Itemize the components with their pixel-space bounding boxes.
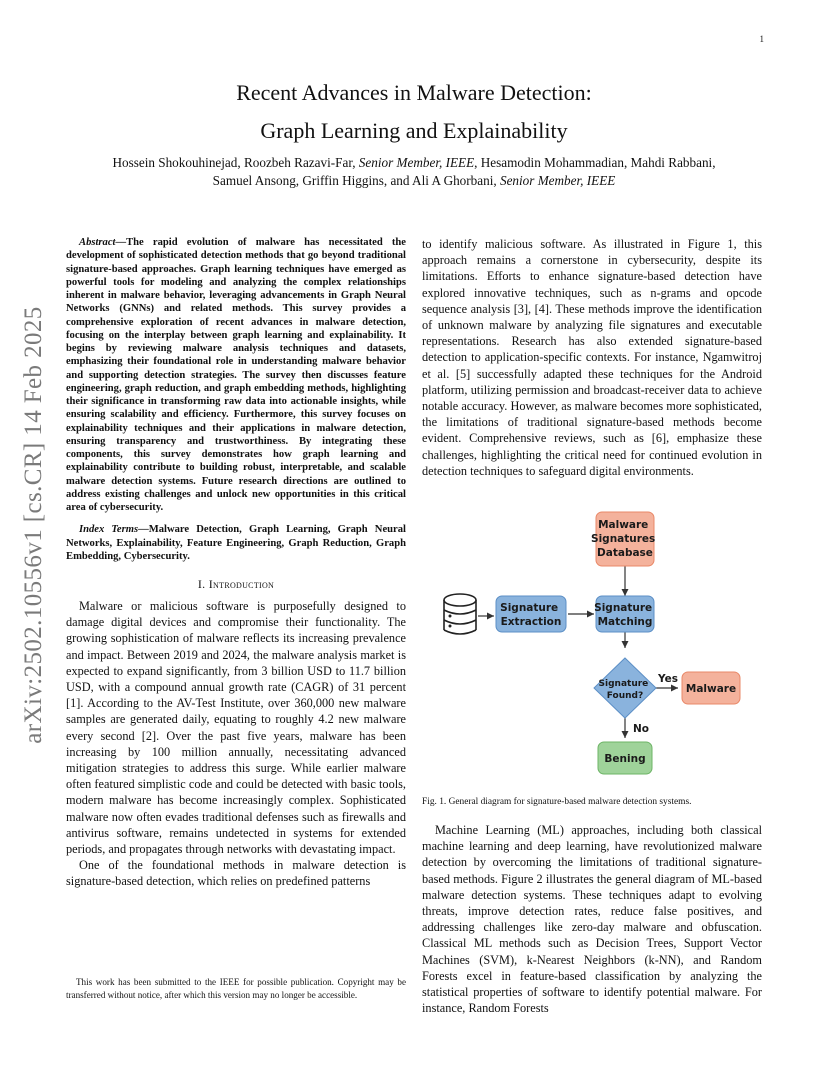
right-column-bottom [422, 822, 762, 1016]
node-decision-label-1: Signature [598, 679, 649, 689]
node-decision-label-2: Found? [606, 691, 644, 701]
database-icon [444, 594, 476, 634]
node-malware-label: Malware [685, 683, 737, 695]
node-matching-label-1: Signature [594, 602, 653, 614]
intro-paragraph-2: One of the foundational methods in malware detection is signature-based detection, which relies on predefined patterns [66, 858, 406, 889]
section-heading-introduction: I. Introduction [197, 577, 275, 591]
abstract [66, 236, 406, 514]
node-bening-label: Bening [604, 753, 646, 765]
author-list [66, 154, 762, 190]
paper-title [66, 74, 762, 150]
index-terms [66, 523, 406, 563]
node-extraction-label-2: Extraction [500, 616, 562, 628]
edge-no-label: No [632, 723, 650, 735]
intro-paragraph-1: Malware or malicious software is purposefully designed to damage digital devices and compromise their functionality. The growing sophistication of malware reflects its increasing prevalence and impact. Between 2019 and 2024, the malware analysis market is expected to expand significantly, from 3 billion USD to 11.7 billion USD, with a compound annual growth rate (CAGR) of 31 percent [1]. According to the AV-Test Institute, over 360,000 new malware samples are generated daily, equating to roughly 4.2 new malware every second [2]. Over the past five years, malware has been increasing by 100 million annually, necessitating advanced mitigation strategies to address this surge. While earlier malware often featured simplistic code and could be detected with basic tools, modern malware has become increasingly complex. Sophisticated malware now often evades traditional defenses such as firewalls and antivirus software, remains undetected in systems for extended periods, and propagates through networks with devastating impact. [66, 599, 406, 857]
node-matching-label-2: Matching [597, 616, 653, 628]
author-role-2: Senior Member, IEEE [499, 173, 616, 188]
arxiv-identifier [18, 290, 50, 760]
svg-text:Malware Signatures [591, 519, 659, 559]
footnote: This work has been submitted to the IEEE for possible publication. Copyright may be transferred without notice, after which this version may no longer be accessible. [66, 977, 406, 1000]
figure-1-diagram [430, 508, 760, 790]
node-database-label-3: Database [597, 547, 653, 559]
title-line-1: Recent Advances in Malware Detection: [236, 80, 592, 105]
abstract-text: —The rapid evolution of malware has necessitated the development of sophisticated detection methods that go beyond traditional signature-based approaches. Graph learning techniques have emerged as powerful tools for modeling and analyzing the complex relationships inherent in malware behavior, leveraging advancements in Graph Neural Networks (GNNs) and related methods. This survey provides a comprehensive exploration of recent advances in malware detection, focusing on the interplay between graph learning and explainability. It begins by reviewing malware analysis techniques and datasets, emphasizing their foundational role in understanding malware behavior and supporting detection strategies. The survey then discusses feature engineering, graph reduction, and graph embedding methods, highlighting their significance in transforming raw data into actionable insights, while ensuring scalability and efficiency. Furthermore, this survey focuses on explainability techniques and their applications in malware detection, ensuring transparency and trustworthiness. By integrating these components, this survey demonstrates how graph learning and explainability contribute to building robust, interpretable, and scalable malware detection systems. Future research directions are outlined to address existing challenges and unlock new opportunities in this critical area of cybersecurity. [66, 237, 406, 513]
left-column [66, 236, 406, 890]
page-number: 1 [759, 34, 764, 44]
authors-part-2: , Hesamodin Mohammadian, Mahdi Rabbani, [474, 155, 716, 170]
node-extraction-label-1: Signature [500, 602, 559, 614]
arxiv-identifier-text: arXiv:2502.10556v1 [cs.CR] 14 Feb 2025 [20, 306, 47, 744]
figure-1-caption: Fig. 1. General diagram for signature-based malware detection systems. [422, 797, 692, 807]
right-paragraph-1: to identify malicious software. As illustrated in Figure 1, this approach remains a cornerstone in cybersecurity, despite its limitations. Efforts to enhance signature-based detection have explored innovative techniques, such as n-grams and opcode sequence analysis [3], [4]. These methods improve the identification of unknown malware by analyzing file signatures and executable representations. Research has also extended signature-based detection to application-specific contexts. For instance, Ngamwitroj et al. [5] successfully adapted these techniques for the Android platform, utilizing permission and broadcast-receiver data to achieve notable accuracy. However, as malware becomes more sophisticated, the limitations of traditional signature-based methods become evident. Comprehensive reviews, such as [6], emphasize these challenges, highlighting the critical need for continued evolution in detection techniques to safeguard digital environments. [422, 237, 762, 478]
node-database-label-1: Malware [598, 519, 649, 531]
authors-part-3: Samuel Ansong, Griffin Higgins, and Ali A Ghorbani, [212, 173, 500, 188]
author-role-1: Senior Member, IEEE [358, 155, 475, 170]
authors-part-1: Hossein Shokouhinejad, Roozbeh Razavi-Far, [112, 155, 359, 170]
right-paragraph-2: Machine Learning (ML) approaches, including both classical machine learning and deep learning, have revolutionized malware detection by overcoming the limitations of traditional signature-based methods. Figure 2 illustrates the general diagram of ML-based malware detection systems. These techniques adapt to evolving threats, improve detection rates, reduce false positives, and addressing challenges like zero-day malware and obfuscation. Classical ML methods such as Decision Trees, Support Vector Machines (SVM), k-Nearest Neighbors (k-NN), and Random Forests excel in feature-based classification by analyzing the statistical properties of software to identify potential malware. For instance, Random Forests [422, 823, 762, 1016]
edge-yes-label: Yes [657, 673, 679, 685]
index-terms-label: Index Terms [79, 524, 139, 536]
node-database-label-2: Signatures [591, 533, 656, 545]
abstract-label: Abstract [79, 237, 116, 248]
right-column-top [422, 236, 762, 479]
index-terms-text: —Malware Detection, Graph Learning, Graph Neural Networks, Explainability, Feature Engineering, Graph Reduction, Graph Embedding, Cybersecurity. [66, 524, 406, 562]
title-line-2: Graph Learning and Explainability [260, 118, 568, 143]
